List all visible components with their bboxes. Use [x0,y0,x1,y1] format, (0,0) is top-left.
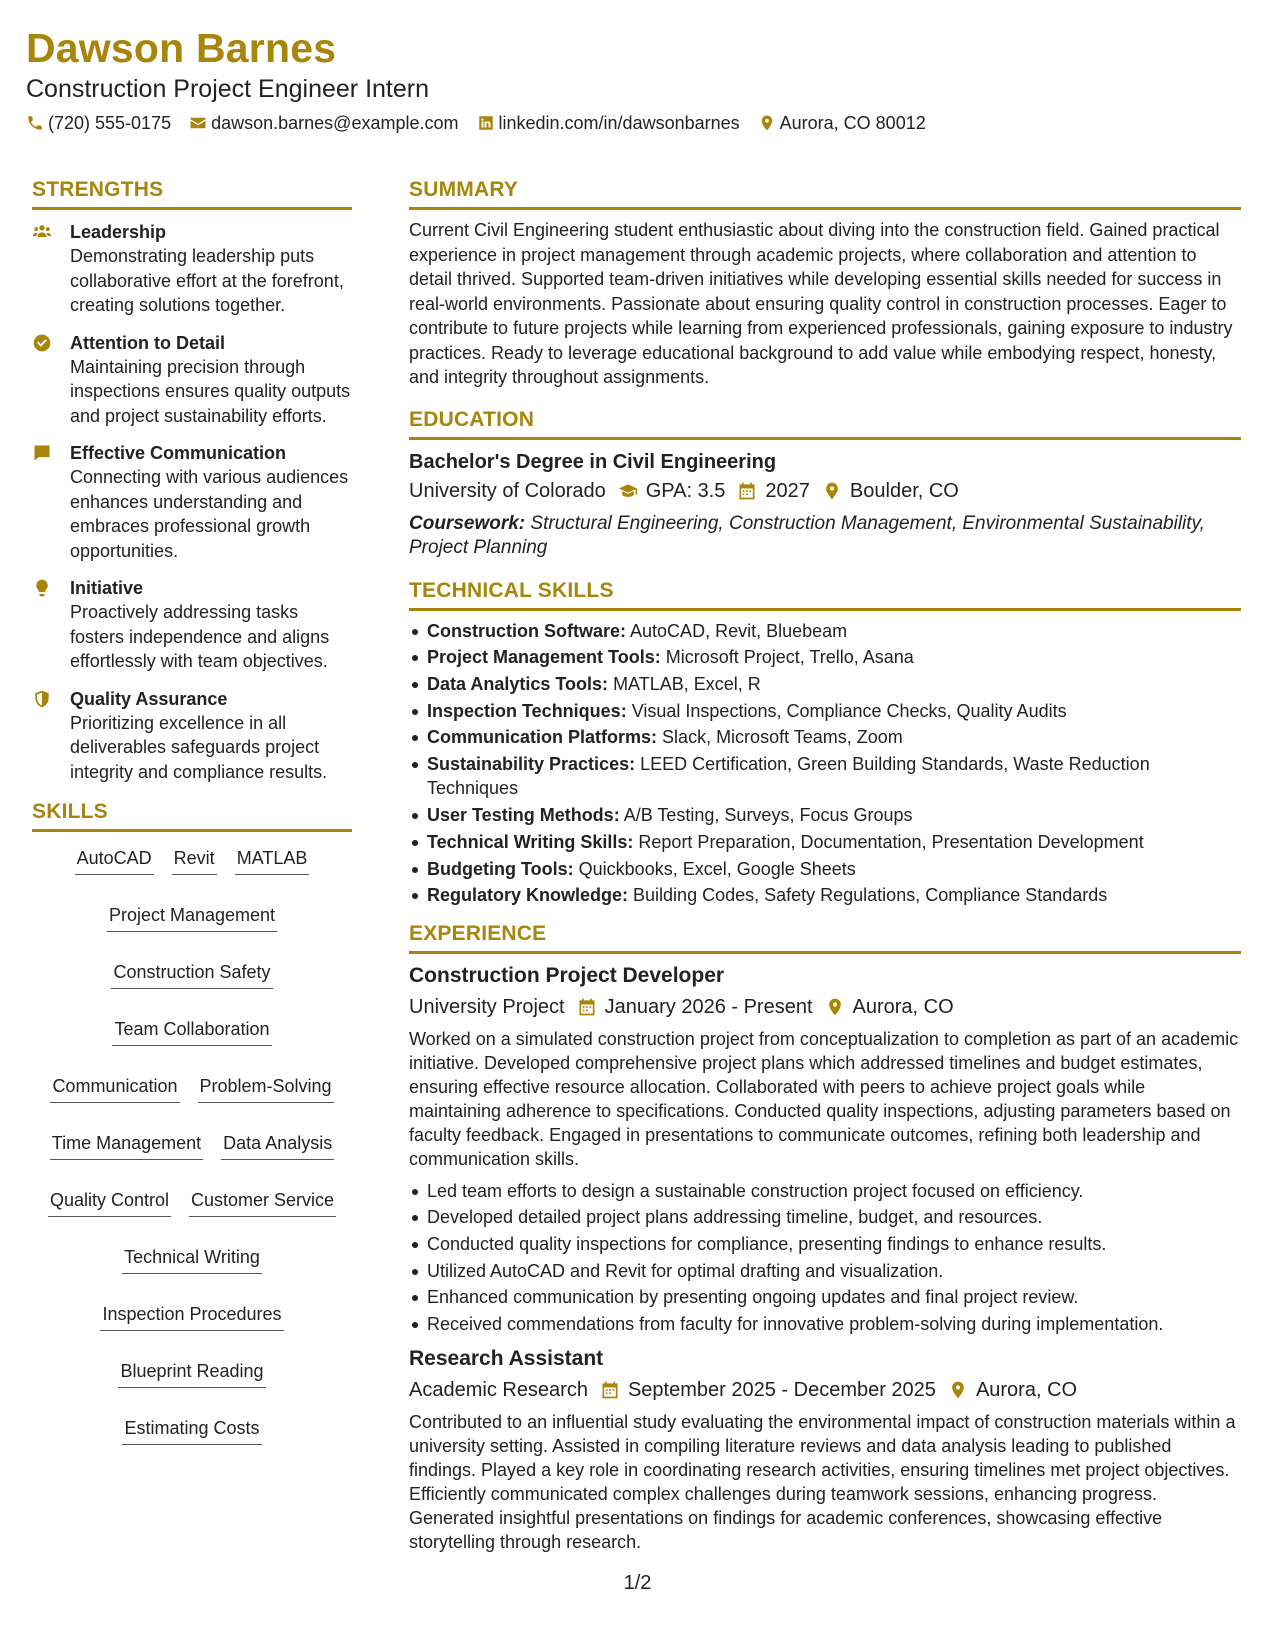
map-pin-icon [948,1380,968,1400]
skill-values: Slack, Microsoft Teams, Zoom [662,727,903,748]
location-text: Aurora, CO 80012 [779,113,926,133]
job-description: Contributed to an influential study evaluating the environmental impact of construction materials within a university setting. Assisted in compiling literature reviews and data analysis leading to published findings. Played a key role in coordinating research activities, ensuring timelines met project objectives. Efficiently communicated complex challenges during teamwork sessions, enhancing progress. Generated insightful presentations on findings for academic conferences, showcasing effective storytelling through research. [409,1411,1236,1552]
strength-title: Initiative [70,578,144,598]
contact-bar [26,111,1249,135]
list-item [409,803,1241,828]
email-text: dawson.barnes@example.com [211,113,459,133]
check-circle-icon [32,333,52,353]
job-bullets [409,1179,1241,1337]
experience-entry [409,1345,1241,1554]
shield-icon [32,689,52,709]
skill-category: Sustainability Practices: [427,753,636,774]
graduation-year: 2027 [765,479,810,502]
job-title: Research Assistant [409,1346,604,1370]
experience-heading: EXPERIENCE [409,920,1241,954]
linkedin-icon [477,114,495,132]
linkedin-text: linkedin.com/in/dawsonbarnes [498,113,740,133]
skill-values: Visual Inspections, Compliance Checks, Quality Audits [631,700,1067,721]
degree-title: Bachelor's Degree in Civil Engineering [409,450,777,473]
skill-tag: Customer Service [189,1188,336,1217]
list-item: Received commendations from faculty for innovative problem-solving during implementation. [409,1312,1241,1337]
job-org: University Project [409,995,565,1018]
job-meta [409,1375,1241,1405]
strength-title: Effective Communication [70,443,287,463]
skill-tag: Technical Writing [122,1245,262,1274]
skill-tag: Revit [172,846,217,875]
envelope-icon [189,114,207,132]
job-description: Worked on a simulated construction project from conceptualization to completion as part of an academic initiative. Developed comprehensive project plans which addressed timelines and budget estimates, ensuring effective resource allocation. Collaborated with peers to achieve project goals while maintaining adherence to specifications. Conducted quality inspections, adjusting parameters based on faculty feedback. Engaged in presentations to communicate outcomes, refining both leadership and communication skills. [409,1028,1239,1169]
contact-linkedin[interactable] [477,111,740,135]
comment-icon [32,443,52,463]
contact-location [758,111,926,135]
school-name: University of Colorado [409,479,606,502]
list-item: Developed detailed project plans addressing timeline, budget, and resources. [409,1205,1241,1230]
strength-desc: Prioritizing excellence in all deliverables safeguards project integrity and compliance results. [70,712,328,782]
job-dates: January 2026 - Present [604,995,813,1018]
summary-heading: SUMMARY [409,176,1241,210]
skill-values: A/B Testing, Surveys, Focus Groups [623,805,913,826]
skill-category: Technical Writing Skills: [427,831,634,852]
left-column [32,176,352,1445]
skill-values: AutoCAD, Revit, Bluebeam [630,620,848,641]
list-item [409,830,1241,855]
calendar-icon [737,481,757,501]
strength-desc: Proactively addressing tasks fosters independence and aligns effortlessly with team objectives. [70,602,330,671]
contact-phone[interactable] [26,111,171,135]
map-pin-icon [825,997,845,1017]
summary-text: Current Civil Engineering student enthusiastic about diving into the construction field. Gained practical experience in project management through academic projects, where collaboration and attention to detail thrived. Supported team-driven initiatives while developing essential skills needed for success in real-world environments. Passionate about ensuring quality control in construction processes. Eager to contribute to future projects while learning from experienced professionals, gaining exposure to industry practices. Ready to leverage educational background to add value while embodying respect, honesty, and integrity throughout assignments. [409,220,1233,387]
strength-desc: Connecting with various audiences enhances understanding and embraces professional growth opportunities. [70,467,349,561]
skills-cloud [32,846,352,1445]
graduation-cap-icon [618,481,638,501]
list-item: Utilized AutoCAD and Revit for optimal drafting and visualization. [409,1259,1241,1284]
strength-item [32,331,352,429]
experience-entry [409,962,1241,1337]
coursework-label: Coursework: [409,512,526,534]
education-meta [409,476,1241,506]
strength-title: Quality Assurance [70,688,228,709]
skill-tag: Estimating Costs [122,1416,261,1445]
skill-tag: Quality Control [48,1188,171,1217]
calendar-icon [577,997,597,1017]
list-item [409,619,1241,644]
strength-item [32,687,352,785]
contact-email[interactable] [189,111,458,135]
skills-heading: SKILLS [32,798,352,832]
skill-values: Report Preparation, Documentation, Presentation Development [638,831,1144,852]
skill-tag: AutoCAD [75,846,154,875]
skill-category: Regulatory Knowledge: [427,885,629,906]
resume-header [26,24,1249,135]
skill-tag: Time Management [50,1131,203,1160]
list-item: Led team efforts to design a sustainable construction project focused on efficiency. [409,1179,1241,1204]
job-dates: September 2025 - December 2025 [627,1378,936,1401]
strength-title: Leadership [70,222,167,242]
skill-category: Inspection Techniques: [427,700,627,721]
skill-category: Budgeting Tools: [427,858,574,879]
right-column [409,176,1241,1554]
phone-icon [26,114,44,132]
job-org: Academic Research [409,1378,588,1401]
list-item [409,752,1241,801]
list-item [409,672,1241,697]
technical-skills-list [409,619,1241,908]
list-item [409,857,1241,882]
skill-tag: Construction Safety [111,960,272,989]
job-meta [409,992,1241,1022]
strengths-list [32,220,352,784]
skill-tag: Problem-Solving [198,1074,334,1103]
skill-values: LEED Certification, Green Building Standards, Waste Reduction Techniques [427,753,1150,799]
strength-item [32,220,352,318]
coursework [409,512,1241,561]
list-item [409,883,1241,908]
job-location: Aurora, CO [975,1378,1078,1401]
strength-desc: Maintaining precision through inspections ensures quality outputs and project sustainability efforts. [70,356,351,426]
skill-category: Communication Platforms: [427,727,658,748]
list-item [409,645,1241,670]
map-pin-icon [822,481,842,501]
list-item [409,699,1241,724]
skill-tag: Communication [50,1074,179,1103]
coursework-list: Structural Engineering, Construction Management, Environmental Sustainability, Project Planning [409,512,1205,558]
list-item [409,725,1241,750]
calendar-icon [600,1380,620,1400]
lightbulb-icon [32,578,52,598]
skill-values: MATLAB, Excel, R [613,673,761,694]
skill-category: User Testing Methods: [427,805,620,826]
users-icon [32,222,52,242]
strength-item [32,441,352,563]
education-heading: EDUCATION [409,406,1241,440]
skill-tag: MATLAB [235,846,310,875]
skill-category: Construction Software: [427,620,627,641]
skill-tag: Blueprint Reading [118,1359,265,1388]
technical-skills-heading: TECHNICAL SKILLS [409,577,1241,611]
skill-values: Microsoft Project, Trello, Asana [665,647,914,668]
strength-desc: Demonstrating leadership puts collaborative effort at the forefront, creating solutions together. [70,246,344,315]
job-title: Construction Project Developer [409,963,725,987]
skill-category: Project Management Tools: [427,647,661,668]
strength-item [32,576,352,674]
skill-tag: Project Management [107,903,277,932]
skill-tag: Inspection Procedures [100,1302,283,1331]
strengths-heading: STRENGTHS [32,176,352,210]
candidate-title: Construction Project Engineer Intern [26,75,429,103]
phone-text: (720) 555-0175 [48,113,172,133]
skill-tag: Data Analysis [221,1131,334,1160]
skill-values: Quickbooks, Excel, Google Sheets [578,858,856,879]
list-item: Conducted quality inspections for compliance, presenting findings to enhance results. [409,1232,1241,1257]
skill-tag: Team Collaboration [112,1017,271,1046]
list-item: Enhanced communication by presenting ongoing updates and final project review. [409,1285,1241,1310]
map-pin-icon [758,114,776,132]
job-location: Aurora, CO [852,995,954,1018]
skill-category: Data Analytics Tools: [427,673,609,694]
candidate-name: Dawson Barnes [26,25,337,71]
skill-values: Building Codes, Safety Regulations, Compliance Standards [633,885,1108,906]
gpa-text: GPA: 3.5 [645,479,726,502]
strength-title: Attention to Detail [70,332,225,353]
page-number: 1/2 [623,1572,652,1594]
school-location: Boulder, CO [849,479,959,502]
